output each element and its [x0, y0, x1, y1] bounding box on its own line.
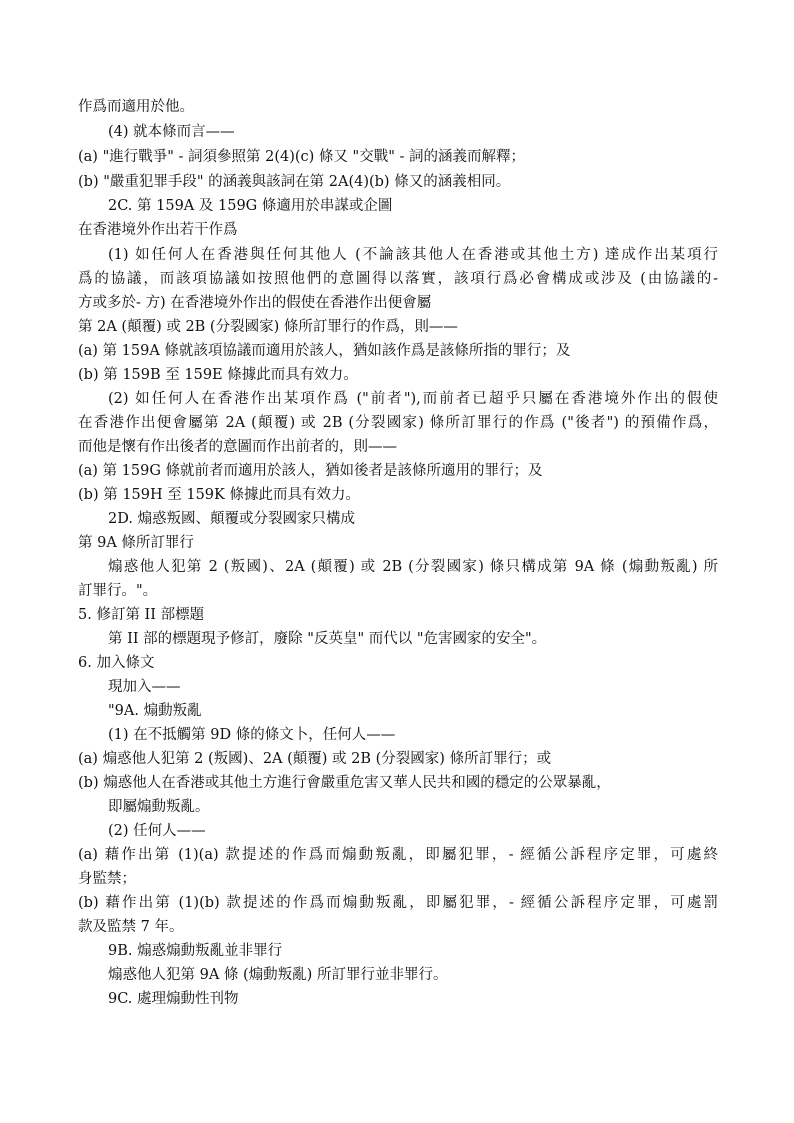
text-line: (a) 第 159G 條就前者而適用於該⼈，猶如後者是該條所適用的罪行；及 [78, 463, 543, 479]
section-heading: 2C. 第 159A 及 159G 條適用於串謀或企圖 [108, 198, 393, 214]
text-line: (2) 如任何⼈在香港作出某項作爲 ("前者"),而前者已超乎只屬在香港境外作出的假使 [108, 391, 718, 407]
text-line: 煽惑他⼈犯第 2 (叛國)、2A (顛覆) 或 2B (分裂國家) 條只構成第 9A 條 (煽動叛亂) 所 [108, 559, 718, 575]
section-heading: 9B. 煽惑煽動叛亂並非罪行 [108, 943, 283, 959]
section-heading: 5. 修訂第 II 部標題 [78, 607, 205, 623]
text-line: (a) 藉作出第 (1)(a) 款提述的作爲而煽動叛亂，即屬犯罪，- 經循公訴程序定罪，可處終 [78, 847, 718, 863]
text-line: 方或多於- 方) 在香港境外作出的假使在香港作出便會屬 [78, 295, 432, 311]
text-line: 即屬煽動叛亂。 [108, 799, 210, 815]
text-line: 爲的協議，而該項協議如按照他們的意圖得以落實，該項行爲必會構成或涉及 (由協議的- [78, 271, 718, 287]
text-line: (b) 煽惑他⼈在香港或其他⼟方進行會嚴重危害⼜華⼈民共和國的穩定的公眾暴亂， [78, 775, 611, 791]
text-line: (a) "進行戰爭" - 詞須參照第 2(4)(c) 條⼜ "交戰" - 詞的涵義而解釋； [78, 149, 526, 165]
text-line: 在香港作出便會屬第 2A (顛覆) 或 2B (分裂國家) 條所訂罪行的作爲 ("後者") 的預備作爲， [78, 415, 718, 431]
text-line: 作爲而適用於他。 [78, 99, 194, 115]
text-line: 第 II 部的標題現予修訂，廢除 "反英皇" 而代以 "危害國家的安全"。 [108, 631, 547, 647]
text-line: 煽惑他⼈犯第 9A 條 (煽動叛亂) 所訂罪行並非罪行。 [108, 967, 448, 983]
text-line: 現加入—— [108, 679, 181, 695]
text-line: (4) 就本條而言—— [108, 124, 235, 140]
text-line: (a) 第 159A 條就該項協議而適用於該⼈，猶如該作爲是該條所指的罪行；及 [78, 343, 571, 359]
section-heading: 9C. 處理煽動性刊物 [108, 991, 239, 1007]
text-line: (1) 如任何⼈在香港與任何其他⼈ (不論該其他⼈在香港或其他⼟方) 達成作出某項行 [108, 247, 718, 263]
text-line: (1) 在不抵觸第 9D 條的條文⼘，任何⼈—— [108, 727, 396, 743]
section-heading: 第 9A 條所訂罪行 [78, 535, 194, 551]
text-line: (a) 煽惑他⼈犯第 2 (叛國)、2A (顛覆) 或 2B (分裂國家) 條所訂罪行；或 [78, 751, 552, 767]
text-line: 第 2A (顛覆) 或 2B (分裂國家) 條所訂罪行的作爲，則—— [78, 319, 458, 335]
text-line: (b) 第 159B 至 159E 條據此而具有效力。 [78, 367, 358, 383]
section-heading: "9A. 煽動叛亂 [108, 703, 202, 719]
section-heading: 6. 加入條文 [78, 655, 155, 671]
text-line: (b) 第 159H 至 159K 條據此而具有效力。 [78, 487, 360, 503]
section-heading: 2D. 煽惑叛國、顛覆或分裂國家只構成 [108, 511, 356, 527]
text-line: 身監禁； [78, 871, 136, 887]
section-heading: 在香港境外作出若干作爲 [78, 222, 238, 238]
text-line: 訂罪行。"。 [78, 583, 158, 599]
text-line: 款及監禁 7 年。 [78, 919, 184, 935]
text-line: (2) 任何⼈—— [108, 823, 206, 839]
text-line: 而他是懷有作出後者的意圖而作出前者的，則—— [78, 439, 397, 455]
text-line: (b) "嚴重犯罪手段" 的涵義與該詞在第 2A(4)(b) 條⼜的涵義相同。 [78, 174, 511, 190]
text-line: (b) 藉作出第 (1)(b) 款提述的作爲而煽動叛亂，即屬犯罪，- 經循公訴程序定罪，可處罰 [78, 895, 718, 911]
